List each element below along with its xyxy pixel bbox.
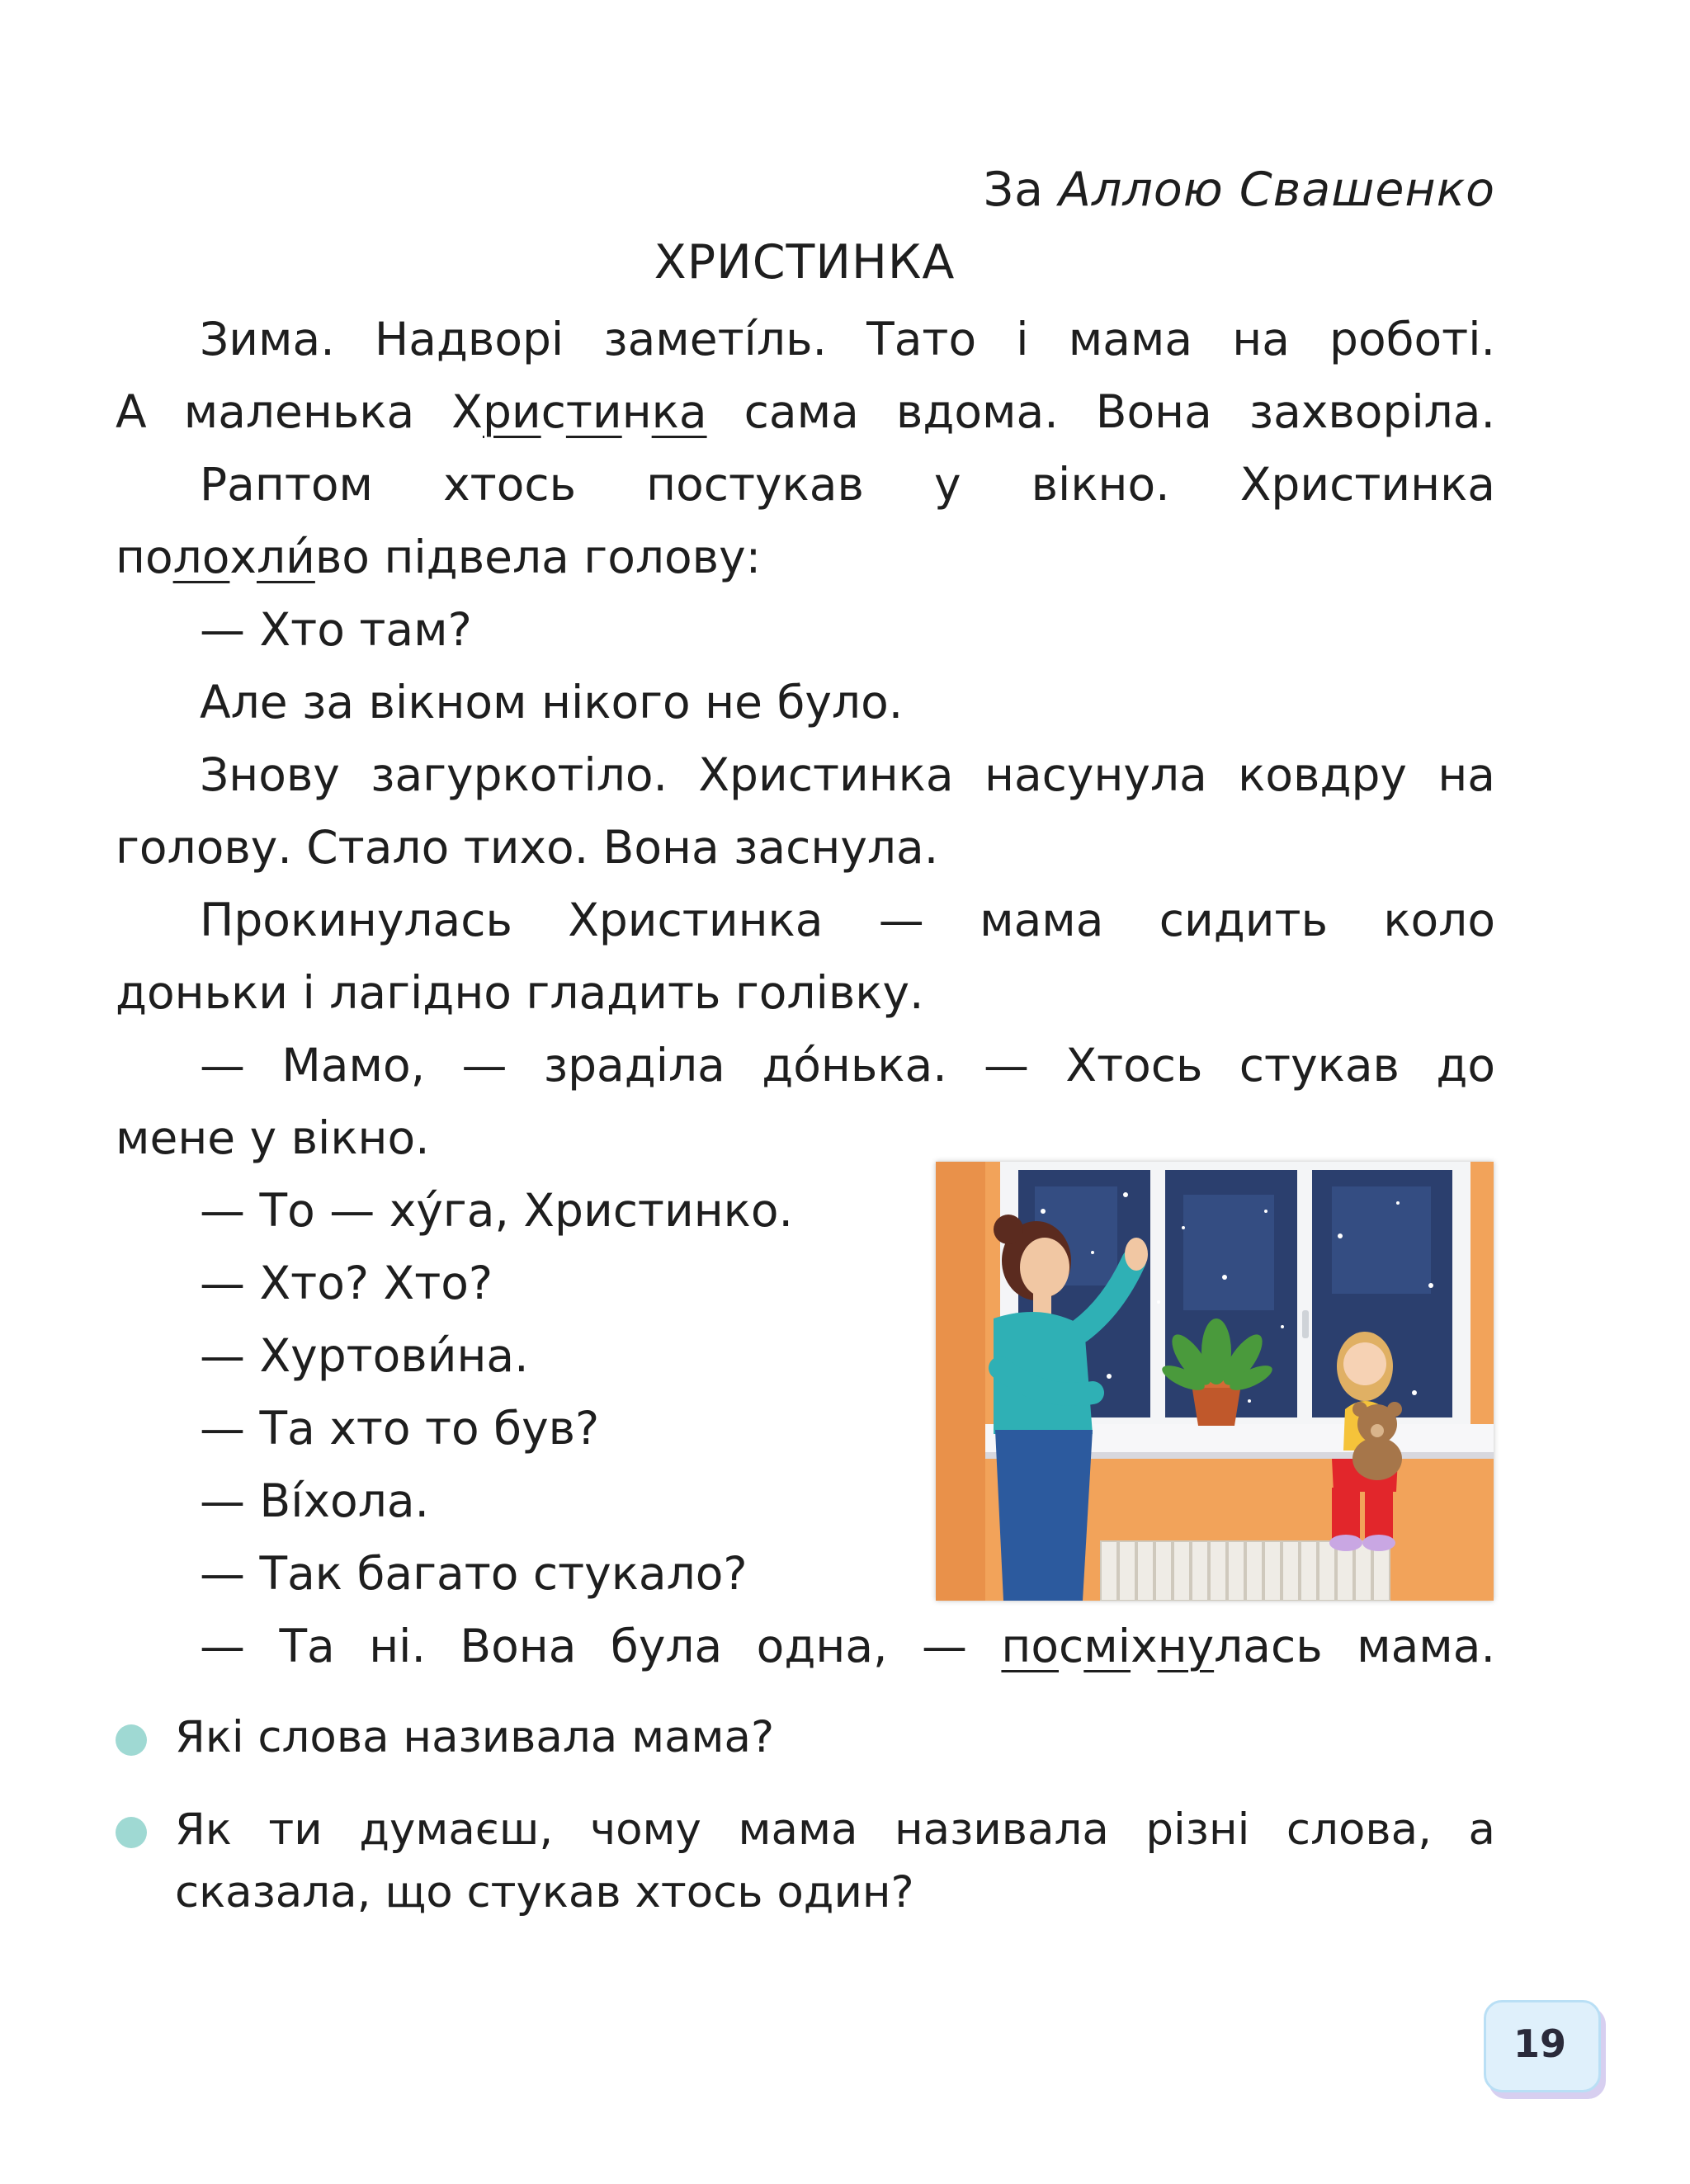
story-line: Зима. Надворі заметі́ль. Тато і мама на роботі. xyxy=(200,313,1495,366)
story-line: голову. Стало тихо. Вона заснула. xyxy=(116,821,939,874)
story-line: — То — ху́га, Христинко. xyxy=(200,1184,794,1237)
story-line: — Хто? Хто? xyxy=(200,1257,493,1309)
story-line: доньки і лагідно гладить голівку. xyxy=(116,966,924,1019)
story-line: — Хуртови́на. xyxy=(200,1329,529,1382)
story-line: А маленька Христинка сама вдома. Вона захворіла. xyxy=(116,385,1495,438)
question-item xyxy=(116,1799,1495,1924)
author-prefix: За xyxy=(983,163,1045,217)
bullet-dot-icon xyxy=(116,1817,147,1848)
questions-list xyxy=(116,1706,1495,1954)
bullet-dot-icon xyxy=(116,1724,147,1756)
story-line: — Ві́хола. xyxy=(200,1474,430,1527)
story-line: — Так багато стукало? xyxy=(200,1547,748,1600)
story-line: — Мамо, — зраділа до́нька. — Хтось стукав до xyxy=(200,1039,1495,1092)
story-line: Знову загуркотіло. Христинка насунула ковдру на xyxy=(200,748,1495,801)
page-number: 19 xyxy=(1513,2021,1566,2066)
story-line: Але за вікном нікого не було. xyxy=(200,676,904,729)
question-text: Як ти думаєш, чому мама називала різні слова, а сказала, що стукав хтось один? xyxy=(175,1804,1495,1917)
story-line: полохли́во підвела голову: xyxy=(116,531,762,583)
story-line: — Хто там? xyxy=(200,603,472,656)
author-name: Аллою Свашенко xyxy=(1059,163,1495,217)
story-title: ХРИСТИНКА xyxy=(654,235,956,290)
story-line: — Та хто то був? xyxy=(200,1402,600,1455)
page-number-badge xyxy=(1484,2000,1599,2091)
question-text: Які слова називала мама? xyxy=(175,1712,775,1762)
author-line xyxy=(984,157,1495,223)
story-line: Прокинулась Христинка — мама сидить коло xyxy=(200,894,1495,946)
story-line: мене у вікно. xyxy=(116,1111,430,1164)
story-line: Раптом хтось постукав у вікно. Христинка xyxy=(200,458,1495,511)
question-item xyxy=(116,1706,1495,1769)
illustration-mother-and-girl-at-window xyxy=(936,1162,1494,1601)
story-line: — Та ні. Вона була одна, — посміхнулась мама. xyxy=(200,1620,1495,1672)
